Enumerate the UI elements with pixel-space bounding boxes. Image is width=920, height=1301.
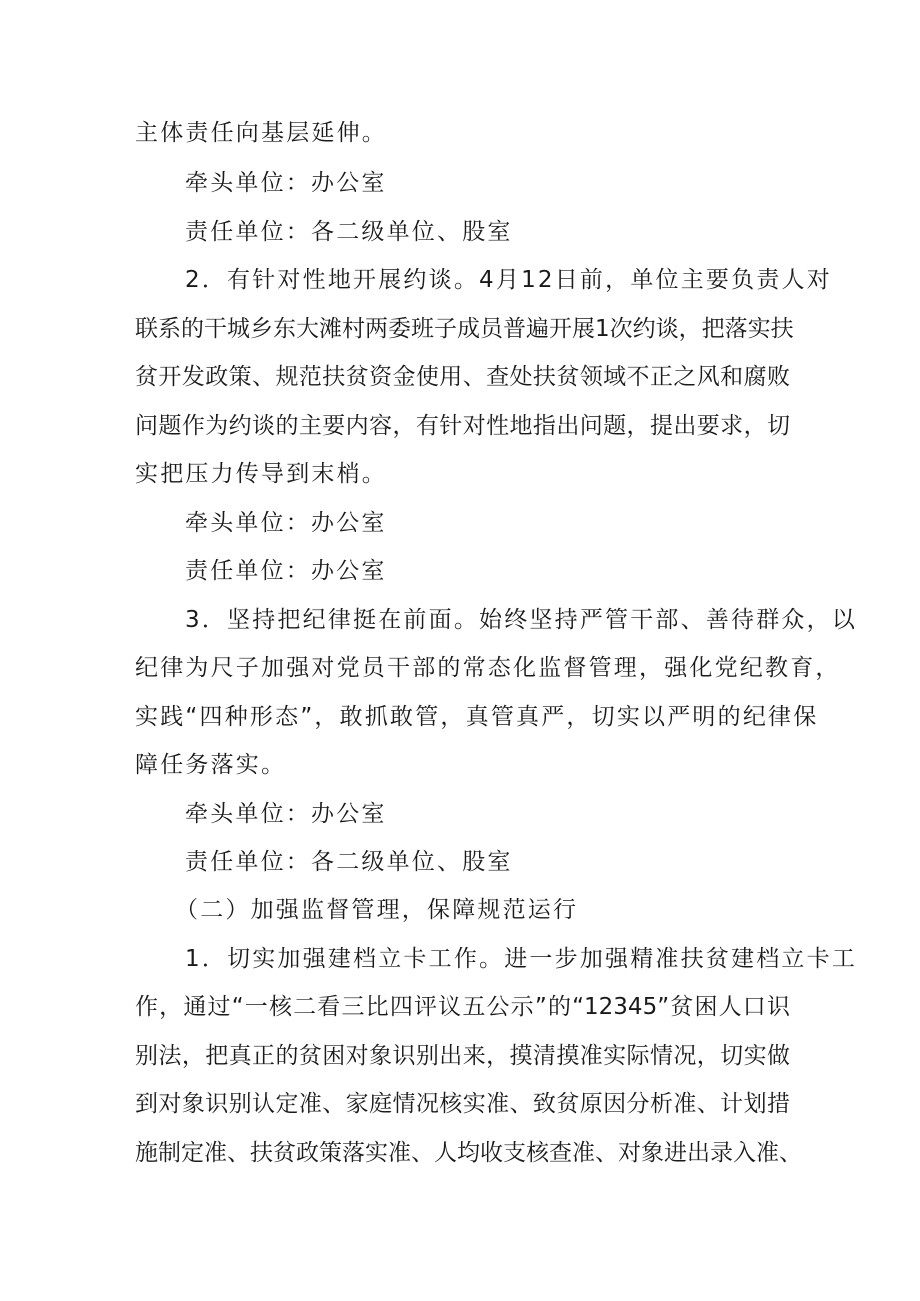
item-1-heading-line: 1．切实加强建档立卡工作。进一步加强精准扶贫建档立卡工 [185, 946, 858, 972]
paragraph-line: 作，通过“一核二看三比四评议五公示”的“12345”贫困人口识 [135, 994, 790, 1020]
paragraph-line: 主体责任向基层延伸。 [135, 120, 387, 146]
paragraph-line: 实把压力传导到末梢。 [135, 461, 387, 487]
lead-unit-line: 牵头单位：办公室 [185, 170, 387, 196]
responsible-unit-line: 责任单位：各二级单位、股室 [185, 849, 513, 875]
responsible-unit-line: 责任单位：办公室 [185, 558, 387, 584]
item-2-heading-line: 2．有针对性地开展约谈。4月12日前，单位主要负责人对 [185, 267, 832, 293]
paragraph-line: 障任务落实。 [135, 752, 287, 778]
lead-unit-line: 牵头单位：办公室 [185, 510, 387, 536]
paragraph-line: 贫开发政策、规范扶贫资金使用、查处扶贫领域不正之风和腐败 [135, 364, 790, 390]
paragraph-line: 问题作为约谈的主要内容，有针对性地指出问题，提出要求，切 [135, 413, 790, 439]
paragraph-line: 纪律为尺子加强对党员干部的常态化监督管理，强化党纪教育， [135, 655, 841, 681]
lead-unit-line: 牵头单位：办公室 [185, 801, 387, 827]
paragraph-line: 实践“四种形态”，敢抓敢管，真管真严，切实以严明的纪律保 [135, 704, 819, 730]
item-3-heading-line: 3．坚持把纪律挺在前面。始终坚持严管干部、善待群众，以 [185, 607, 858, 633]
paragraph-line: 施制定准、扶贫政策落实准、人均收支核查准、对象进出录入准、 [135, 1140, 802, 1166]
paragraph-line: 到对象识别认定准、家庭情况核实准、致贫原因分析准、计划措 [135, 1091, 790, 1117]
section-heading: （二）加强监督管理，保障规范运行 [175, 897, 579, 923]
paragraph-line: 别法，把真正的贫困对象识别出来，摸清摸准实际情况，切实做 [135, 1043, 790, 1069]
paragraph-line: 联系的干城乡东大滩村两委班子成员普遍开展1次约谈，把落实扶 [135, 316, 794, 342]
responsible-unit-line: 责任单位：各二级单位、股室 [185, 219, 513, 245]
